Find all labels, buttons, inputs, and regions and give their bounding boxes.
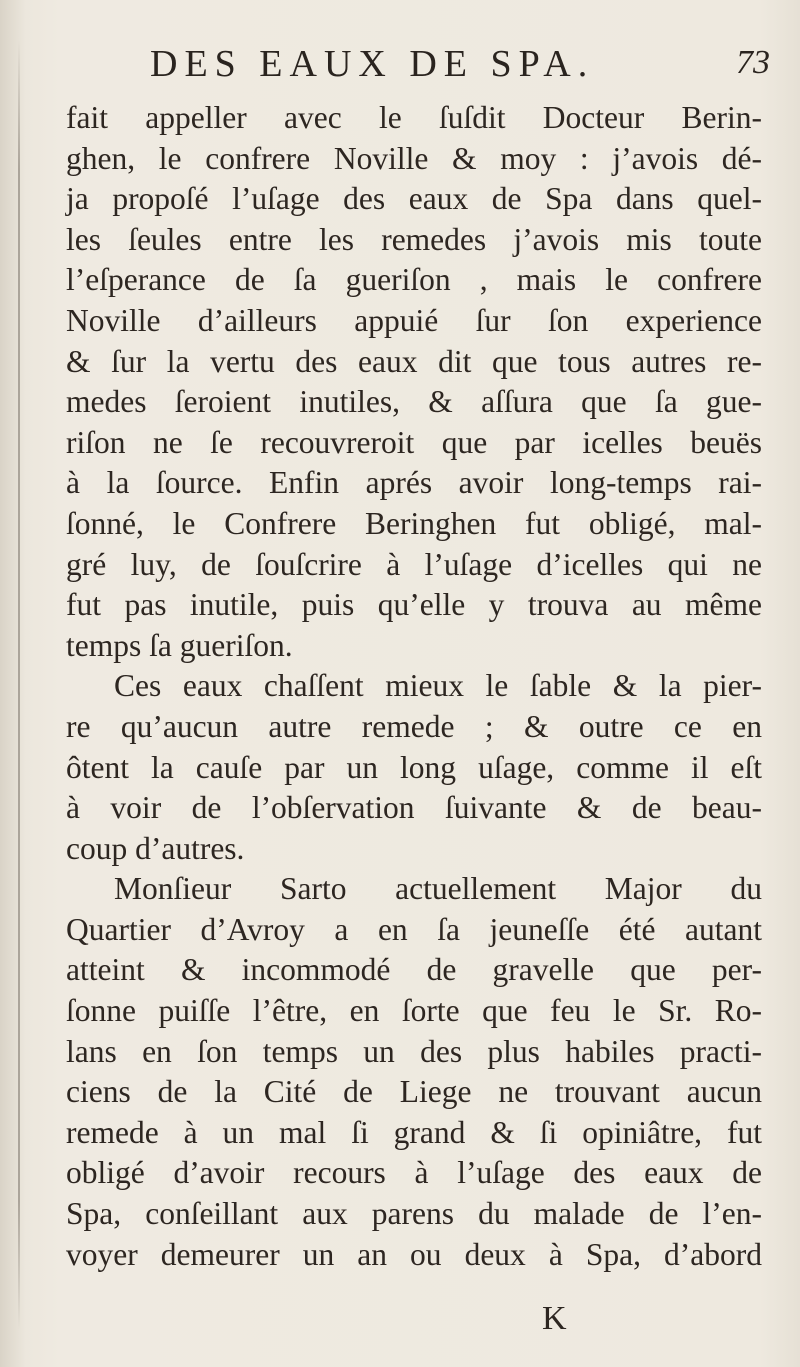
text-line: ſonne puiſſe l’être, en ſorte que feu le Sr. Ro-	[66, 993, 762, 1029]
text-line: atteint & incommodé de gravelle que per-	[66, 952, 762, 988]
running-head-title: DES EAUX DE SPA.	[150, 43, 595, 85]
text-line: Ces eaux chaſſent mieux le ſable & la pier-	[114, 668, 762, 704]
text-line: fut pas inutile, puis qu’elle y trouva au même	[66, 587, 762, 623]
text-line: fait appeller avec le ſuſdit Docteur Berin-	[66, 100, 762, 135]
text-line: obligé d’avoir recours à l’uſage des eaux de	[66, 1155, 762, 1191]
text-line: & ſur la vertu des eaux dit que tous autres re-	[66, 343, 762, 379]
text-line: gré luy, de ſouſcrire à l’uſage d’icelles qui ne	[66, 546, 762, 582]
signature-mark: K	[542, 1300, 567, 1337]
text-line: voyer demeurer un an ou deux à Spa, d’abord	[66, 1236, 762, 1272]
running-head	[150, 42, 770, 92]
text-line: à voir de l’obſervation ſuivante & de beau-	[66, 790, 762, 826]
text-line: lans en ſon temps un des plus habiles practi-	[66, 1033, 762, 1069]
text-line: re qu’aucun autre remede ; & outre ce en	[66, 708, 762, 744]
text-line: remede à un mal ſi grand & ſi opiniâtre, fut	[66, 1114, 762, 1150]
text-line: medes ſeroient inutiles, & aſſura que ſa gue-	[66, 384, 762, 420]
text-line: coup d’autres.	[66, 830, 245, 866]
text-line: ghen, le confrere Noville & moy : j’avois dé-	[66, 140, 762, 176]
text-line: temps ſa gueriſon.	[66, 627, 293, 663]
text-line: Quartier d’Avroy a en ſa jeuneſſe été autant	[66, 911, 762, 947]
text-line: riſon ne ſe recouvreroit que par icelles beuës	[66, 424, 762, 460]
text-line: Noville d’ailleurs appuié ſur ſon experience	[66, 302, 762, 338]
text-line: l’eſperance de ſa gueriſon , mais le confrere	[66, 262, 762, 298]
text-line: les ſeules entre les remedes j’avois mis toute	[66, 221, 762, 257]
text-line: ſonné, le Confrere Beringhen fut obligé, mal-	[66, 505, 762, 541]
text-line: Monſieur Sarto actuellement Major du	[114, 871, 762, 907]
text-line: ôtent la cauſe par un long uſage, comme il eſt	[66, 749, 762, 785]
text-line: à la ſource. Enfin aprés avoir long-temps rai-	[66, 465, 762, 501]
page-gutter-edge	[18, 40, 20, 1330]
page-number: 73	[736, 44, 770, 81]
text-line: Spa, conſeillant aux parens du malade de l’en-	[66, 1196, 762, 1232]
text-line: ciens de la Cité de Liege ne trouvant aucun	[66, 1074, 762, 1110]
body-text	[66, 98, 762, 1275]
text-line: ja propoſé l’uſage des eaux de Spa dans quel-	[66, 181, 762, 217]
